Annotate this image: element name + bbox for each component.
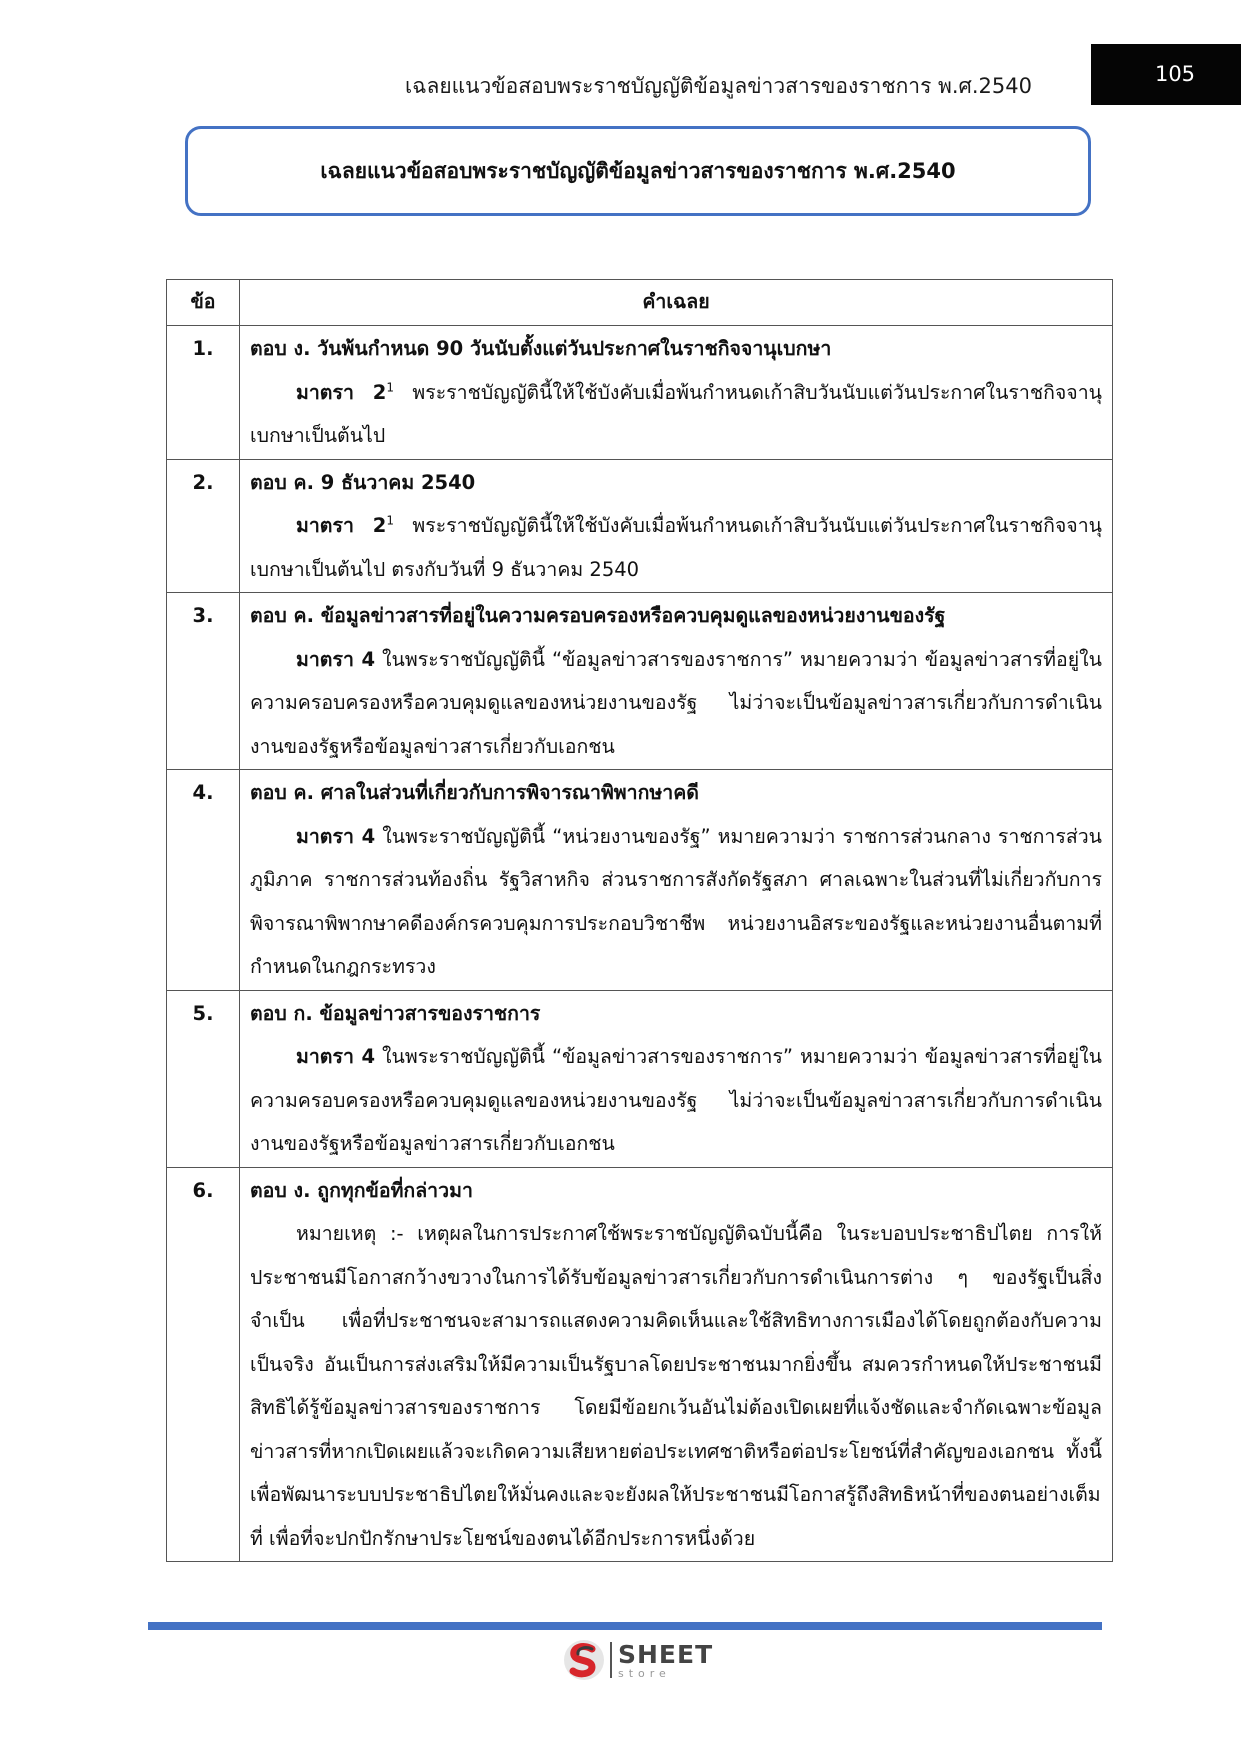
table-row <box>167 459 1113 593</box>
answer-explanation <box>250 638 1102 769</box>
answer-cell <box>240 990 1113 1167</box>
row-number: 5. <box>167 990 240 1167</box>
sheet-store-s-icon <box>562 1638 606 1682</box>
answer-cell <box>240 326 1113 460</box>
section-label: มาตรา 4 <box>296 1045 376 1068</box>
table-header-row <box>167 280 1113 326</box>
page-number: 105 <box>1091 44 1241 105</box>
answer-choice: ตอบ ง. ถูกทุกข้อที่กล่าวมา <box>250 1178 473 1202</box>
answer-choice: ตอบ ค. ข้อมูลข่าวสารที่อยู่ในความครอบครองหรือควบคุมดูแลของหน่วยงานของรัฐ <box>250 604 946 627</box>
row-number: 1. <box>167 326 240 460</box>
answer-choice: ตอบ ก. ข้อมูลข่าวสารของราชการ <box>250 1001 541 1025</box>
logo-wordmark <box>618 1639 714 1680</box>
answer-explanation <box>250 815 1102 989</box>
explanation-text: พระราชบัญญัตินี้ให้ใช้บังคับเมื่อพ้นกำหนดเก้าสิบวันนับแต่วันประกาศในราชกิจจานุเบกษาเป็นต้นไป ตรงกับวันที่ 9 ธันวาคม 2540 <box>250 514 1103 581</box>
logo-word: SHEET <box>618 1639 714 1669</box>
row-number: 4. <box>167 770 240 991</box>
running-header-title: เฉลยแนวข้อสอบพระราชบัญญัติข้อมูลข่าวสารของราชการ พ.ศ.2540 <box>404 74 1032 98</box>
title-box <box>185 126 1091 216</box>
sheet-store-logo <box>562 1637 722 1683</box>
answer-choice: ตอบ ง. วันพ้นกำหนด 90 วันนับตั้งแต่วันประกาศในราชกิจจานุเบกษา <box>250 337 832 360</box>
answer-choice: ตอบ ค. 9 ธันวาคม 2540 <box>250 470 476 494</box>
answer-cell <box>240 1167 1113 1562</box>
explanation-text: หมายเหตุ :- เหตุผลในการประกาศใช้พระราชบัญญัติฉบับนี้คือ ในระบอบประชาธิปไตย การให้ประชาชนมีโอกาสกว้างขวางในการได้รับข้อมูลข่าวสารเกี่ยวกับการดำเนินการต่าง ๆ ของรัฐเป็นสิ่งจำเป็น เพื่อที่ประชาชนจะสามารถแสดงความคิดเห็นและใช้สิทธิทางการเมืองได้โดยถูกต้องกับความเป็นจริง อันเป็นการส่งเสริมให้มีความเป็นรัฐบาลโดยประชาชนมากยิ่งขึ้น สมควรกำหนดให้ประชาชนมีสิทธิได้รู้ข้อมูลข่าวสารของราชการ โดยมีข้อยกเว้นอันไม่ต้องเปิดเผยที่แจ้งชัดและจำกัดเฉพาะข้อมูลข่าวสารที่หากเปิดเผยแล้วจะเกิดความเสียหายต่อประเทศชาติหรือต่อประโยชน์ที่สำคัญของเอกชน ทั้งนี้เพื่อพัฒนาระบบประชาธิปไตยให้มั่นคงและจะยังผลให้ประชาชนมีโอกาสรู้ถึงสิทธิหน้าที่ของตนอย่างเต็มที่ เพื่อที่จะปกปักรักษาประโยชน์ของตนได้อีกประการหนึ่งด้วย <box>250 1222 1102 1550</box>
answer-table <box>166 279 1113 1562</box>
logo-divider <box>610 1642 612 1678</box>
answer-choice: ตอบ ค. ศาลในส่วนที่เกี่ยวกับการพิจารณาพิพากษาคดี <box>250 781 699 804</box>
section-label: มาตรา 2 <box>296 514 387 537</box>
answer-explanation <box>250 1212 1102 1560</box>
table-row <box>167 770 1113 991</box>
section-label: มาตรา 4 <box>296 647 376 671</box>
table-row <box>167 593 1113 770</box>
footnote-marker: 1 <box>386 380 395 394</box>
answer-explanation <box>250 1035 1102 1166</box>
row-number: 6. <box>167 1167 240 1562</box>
answer-explanation <box>250 371 1102 458</box>
explanation-text: ในพระราชบัญญัตินี้ “หน่วยงานของรัฐ” หมายความว่า ราชการส่วนกลาง ราชการส่วนภูมิภาค ราชการส่วนท้องถิ่น รัฐวิสาหกิจ ส่วนราชการสังกัดรัฐสภา ศาลเฉพาะในส่วนที่ไม่เกี่ยวกับการพิจารณาพิพากษาคดีองค์กรควบคุมการประกอบวิชาชีพ หน่วยงานอิสระของรัฐและหน่วยงานอื่นตามที่กำหนดในกฎกระทรวง <box>250 824 1102 978</box>
column-header-answer: คำเฉลย <box>240 280 1113 326</box>
table-row <box>167 326 1113 460</box>
explanation-text: ในพระราชบัญญัตินี้ “ข้อมูลข่าวสารของราชการ” หมายความว่า ข้อมูลข่าวสารที่อยู่ในความครอบครองหรือควบคุมดูแลของหน่วยงานของรัฐ ไม่ว่าจะเป็นข้อมูลข่าวสารเกี่ยวกับการดำเนินงานของรัฐหรือข้อมูลข่าวสารเกี่ยวกับเอกชน <box>250 647 1102 758</box>
column-header-number: ข้อ <box>167 280 240 326</box>
row-number: 2. <box>167 459 240 593</box>
row-number: 3. <box>167 593 240 770</box>
logo-subword: store <box>618 1666 671 1680</box>
answer-cell <box>240 593 1113 770</box>
explanation-text: พระราชบัญญัตินี้ให้ใช้บังคับเมื่อพ้นกำหนดเก้าสิบวันนับแต่วันประกาศในราชกิจจานุเบกษาเป็นต้นไป <box>250 380 1103 447</box>
explanation-text: ในพระราชบัญญัตินี้ “ข้อมูลข่าวสารของราชการ” หมายความว่า ข้อมูลข่าวสารที่อยู่ในความครอบครองหรือควบคุมดูแลของหน่วยงานของรัฐ ไม่ว่าจะเป็นข้อมูลข่าวสารเกี่ยวกับการดำเนินงานของรัฐหรือข้อมูลข่าวสารเกี่ยวกับเอกชน <box>250 1045 1102 1155</box>
table-row <box>167 990 1113 1167</box>
answer-cell <box>240 459 1113 593</box>
table-row <box>167 1167 1113 1562</box>
document-title: เฉลยแนวข้อสอบพระราชบัญญัติข้อมูลข่าวสารของราชการ พ.ศ.2540 <box>320 158 956 183</box>
footnote-marker: 1 <box>386 513 395 528</box>
section-label: มาตรา 2 <box>296 380 387 404</box>
footer-divider <box>148 1622 1102 1630</box>
answer-cell <box>240 770 1113 991</box>
answer-explanation <box>250 504 1102 591</box>
section-label: มาตรา 4 <box>296 824 376 848</box>
